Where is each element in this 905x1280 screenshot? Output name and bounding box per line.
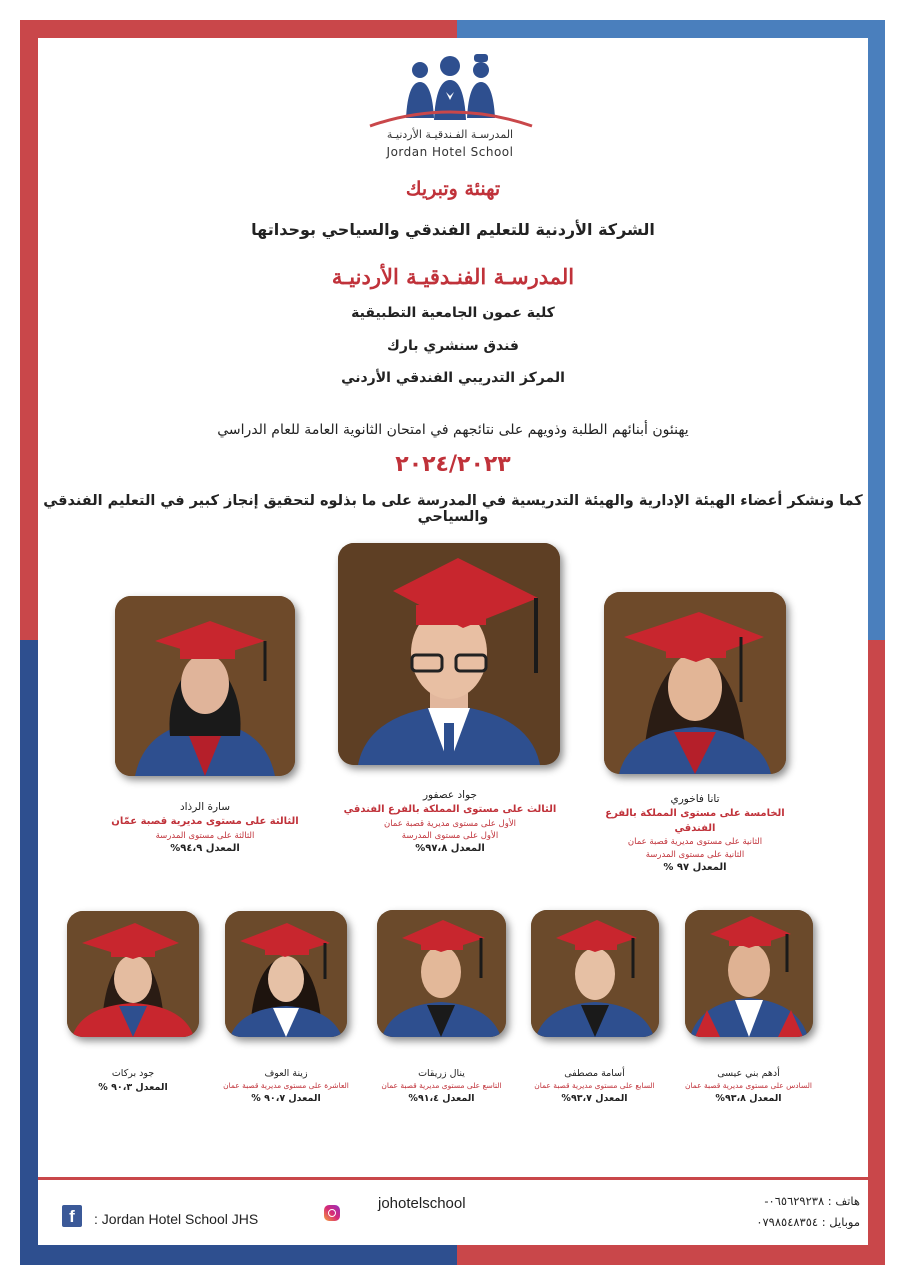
student-average: المعدل ٩٠،٧ % <box>251 1092 321 1104</box>
mobile-number: موبايل : ٠٧٩٨٥٤٨٣٥٤ <box>756 1215 860 1229</box>
student-rank: الثالثة على مستوى مديرية قصبة عمّان <box>111 816 299 828</box>
student-rank: السادس على مستوى مديرية قصبة عمان <box>685 1080 812 1090</box>
graduate-portrait-icon <box>377 910 506 1037</box>
student-name: تانا فاخوري <box>670 793 720 805</box>
student-rank: الأول على مستوى مديرية قصبة عمان <box>383 818 517 829</box>
student-rank: الأول على مستوى المدرسة <box>401 831 499 842</box>
student-rank: الخامسة على مستوى المملكة بالفرع الفندقي <box>605 808 785 834</box>
student-rank: الثالث على مستوى المملكة بالفرع الفندقي <box>343 804 557 816</box>
unit-hotel: فندق سنشري بارك <box>387 338 519 354</box>
student-name: أدهم بني عيسى <box>717 1068 780 1079</box>
student-average: المعدل ٩١،٤% <box>408 1092 475 1104</box>
graduate-portrait-icon <box>67 911 199 1037</box>
student-photo-osama <box>531 910 659 1037</box>
instagram-icon[interactable] <box>324 1205 340 1221</box>
student-average: المعدل ٩٤،٩% <box>170 843 240 855</box>
student-name: زينة العوف <box>264 1068 308 1079</box>
student-rank: التاسع على مستوى مديرية قصبة عمان <box>381 1080 502 1090</box>
student-average: المعدل ٩٧،٨% <box>415 843 485 855</box>
thanks-line: كما ونشكر أعضاء الهيئة الإدارية والهيئة التدريسية في المدرسة على ما بذلوه لتحقيق إنجاز كبير في التعليم الفندقي والسياحي <box>43 493 863 525</box>
student-caption-jood <box>67 1067 199 1095</box>
student-caption-adham <box>676 1067 821 1105</box>
student-average: المعدل ٩٣،٨% <box>715 1092 782 1104</box>
student-name: ينال زريقات <box>418 1068 465 1079</box>
student-rank: الثالثة على مستوى المدرسة <box>155 830 255 841</box>
student-name: سارة الرذاد <box>179 801 231 813</box>
student-name: جود بركات <box>111 1068 155 1079</box>
graduate-portrait-icon <box>604 592 786 774</box>
unit-training-center: المركز التدريبي الفندقي الأردني <box>341 370 565 386</box>
student-average: المعدل ٩٧ % <box>663 861 727 873</box>
unit-college: كلية عمون الجامعية التطبيقية <box>351 305 555 321</box>
student-name: أسامة مصطفى <box>564 1068 625 1079</box>
student-photo-yanal <box>377 910 506 1037</box>
student-caption-tana <box>590 792 800 875</box>
student-caption-osama <box>522 1067 667 1105</box>
student-photo-jawad <box>338 543 560 765</box>
student-caption-jawad <box>340 788 560 857</box>
student-average: المعدل ٩٣،٧% <box>561 1092 628 1104</box>
congrats-title: تهنئة وتبريك <box>405 178 501 200</box>
student-caption-zeina <box>215 1067 357 1105</box>
student-rank: الثانية على مستوى المدرسة <box>645 849 745 860</box>
student-photo-sara <box>115 596 295 776</box>
student-caption-sara <box>110 800 300 857</box>
student-rank: السابع على مستوى مديرية قصبة عمان <box>534 1080 655 1090</box>
student-name: جواد عصفور <box>422 789 478 801</box>
company-name: الشركة الأردنية للتعليم الفندقي والسياحي بوحداتها <box>251 220 655 239</box>
student-photo-tana <box>604 592 786 774</box>
academic-year: ٢٠٢٤/٢٠٢٣ <box>395 452 511 477</box>
graduate-portrait-icon <box>225 911 347 1037</box>
student-caption-yanal <box>369 1067 514 1105</box>
facebook-icon[interactable]: f <box>62 1205 82 1227</box>
graduate-portrait-icon <box>115 596 295 776</box>
graduate-portrait-icon <box>338 543 560 765</box>
phone-number: هاتف : ٠٦٥٦٢٩٢٣٨- <box>764 1194 860 1208</box>
student-average: المعدل ٩٠،٣ % <box>98 1081 168 1093</box>
logo-arabic-name: المدرسـة الفـندقيـة الأردنيـة <box>386 128 514 141</box>
student-photo-jood <box>67 911 199 1037</box>
facebook-handle[interactable]: : Jordan Hotel School JHS <box>94 1211 259 1227</box>
student-rank: العاشرة على مستوى مديرية قصبة عمان <box>223 1080 349 1090</box>
instagram-handle[interactable]: johotelschool <box>378 1195 466 1212</box>
student-rank: الثانية على مستوى مديرية قصبة عمان <box>627 837 763 848</box>
graduate-portrait-icon <box>685 910 813 1037</box>
footer-divider <box>38 1177 868 1180</box>
logo-english-name: Jordan Hotel School <box>386 145 514 159</box>
student-photo-adham <box>685 910 813 1037</box>
congrats-line: يهنئون أبنائهم الطلبة وذويهم على نتائجهم في امتحان الثانوية العامة للعام الدراسي <box>217 422 689 438</box>
graduate-portrait-icon <box>531 910 659 1037</box>
school-name: المدرسـة الفنـدقيـة الأردنيـة <box>331 264 575 289</box>
student-photo-zeina <box>225 911 347 1037</box>
